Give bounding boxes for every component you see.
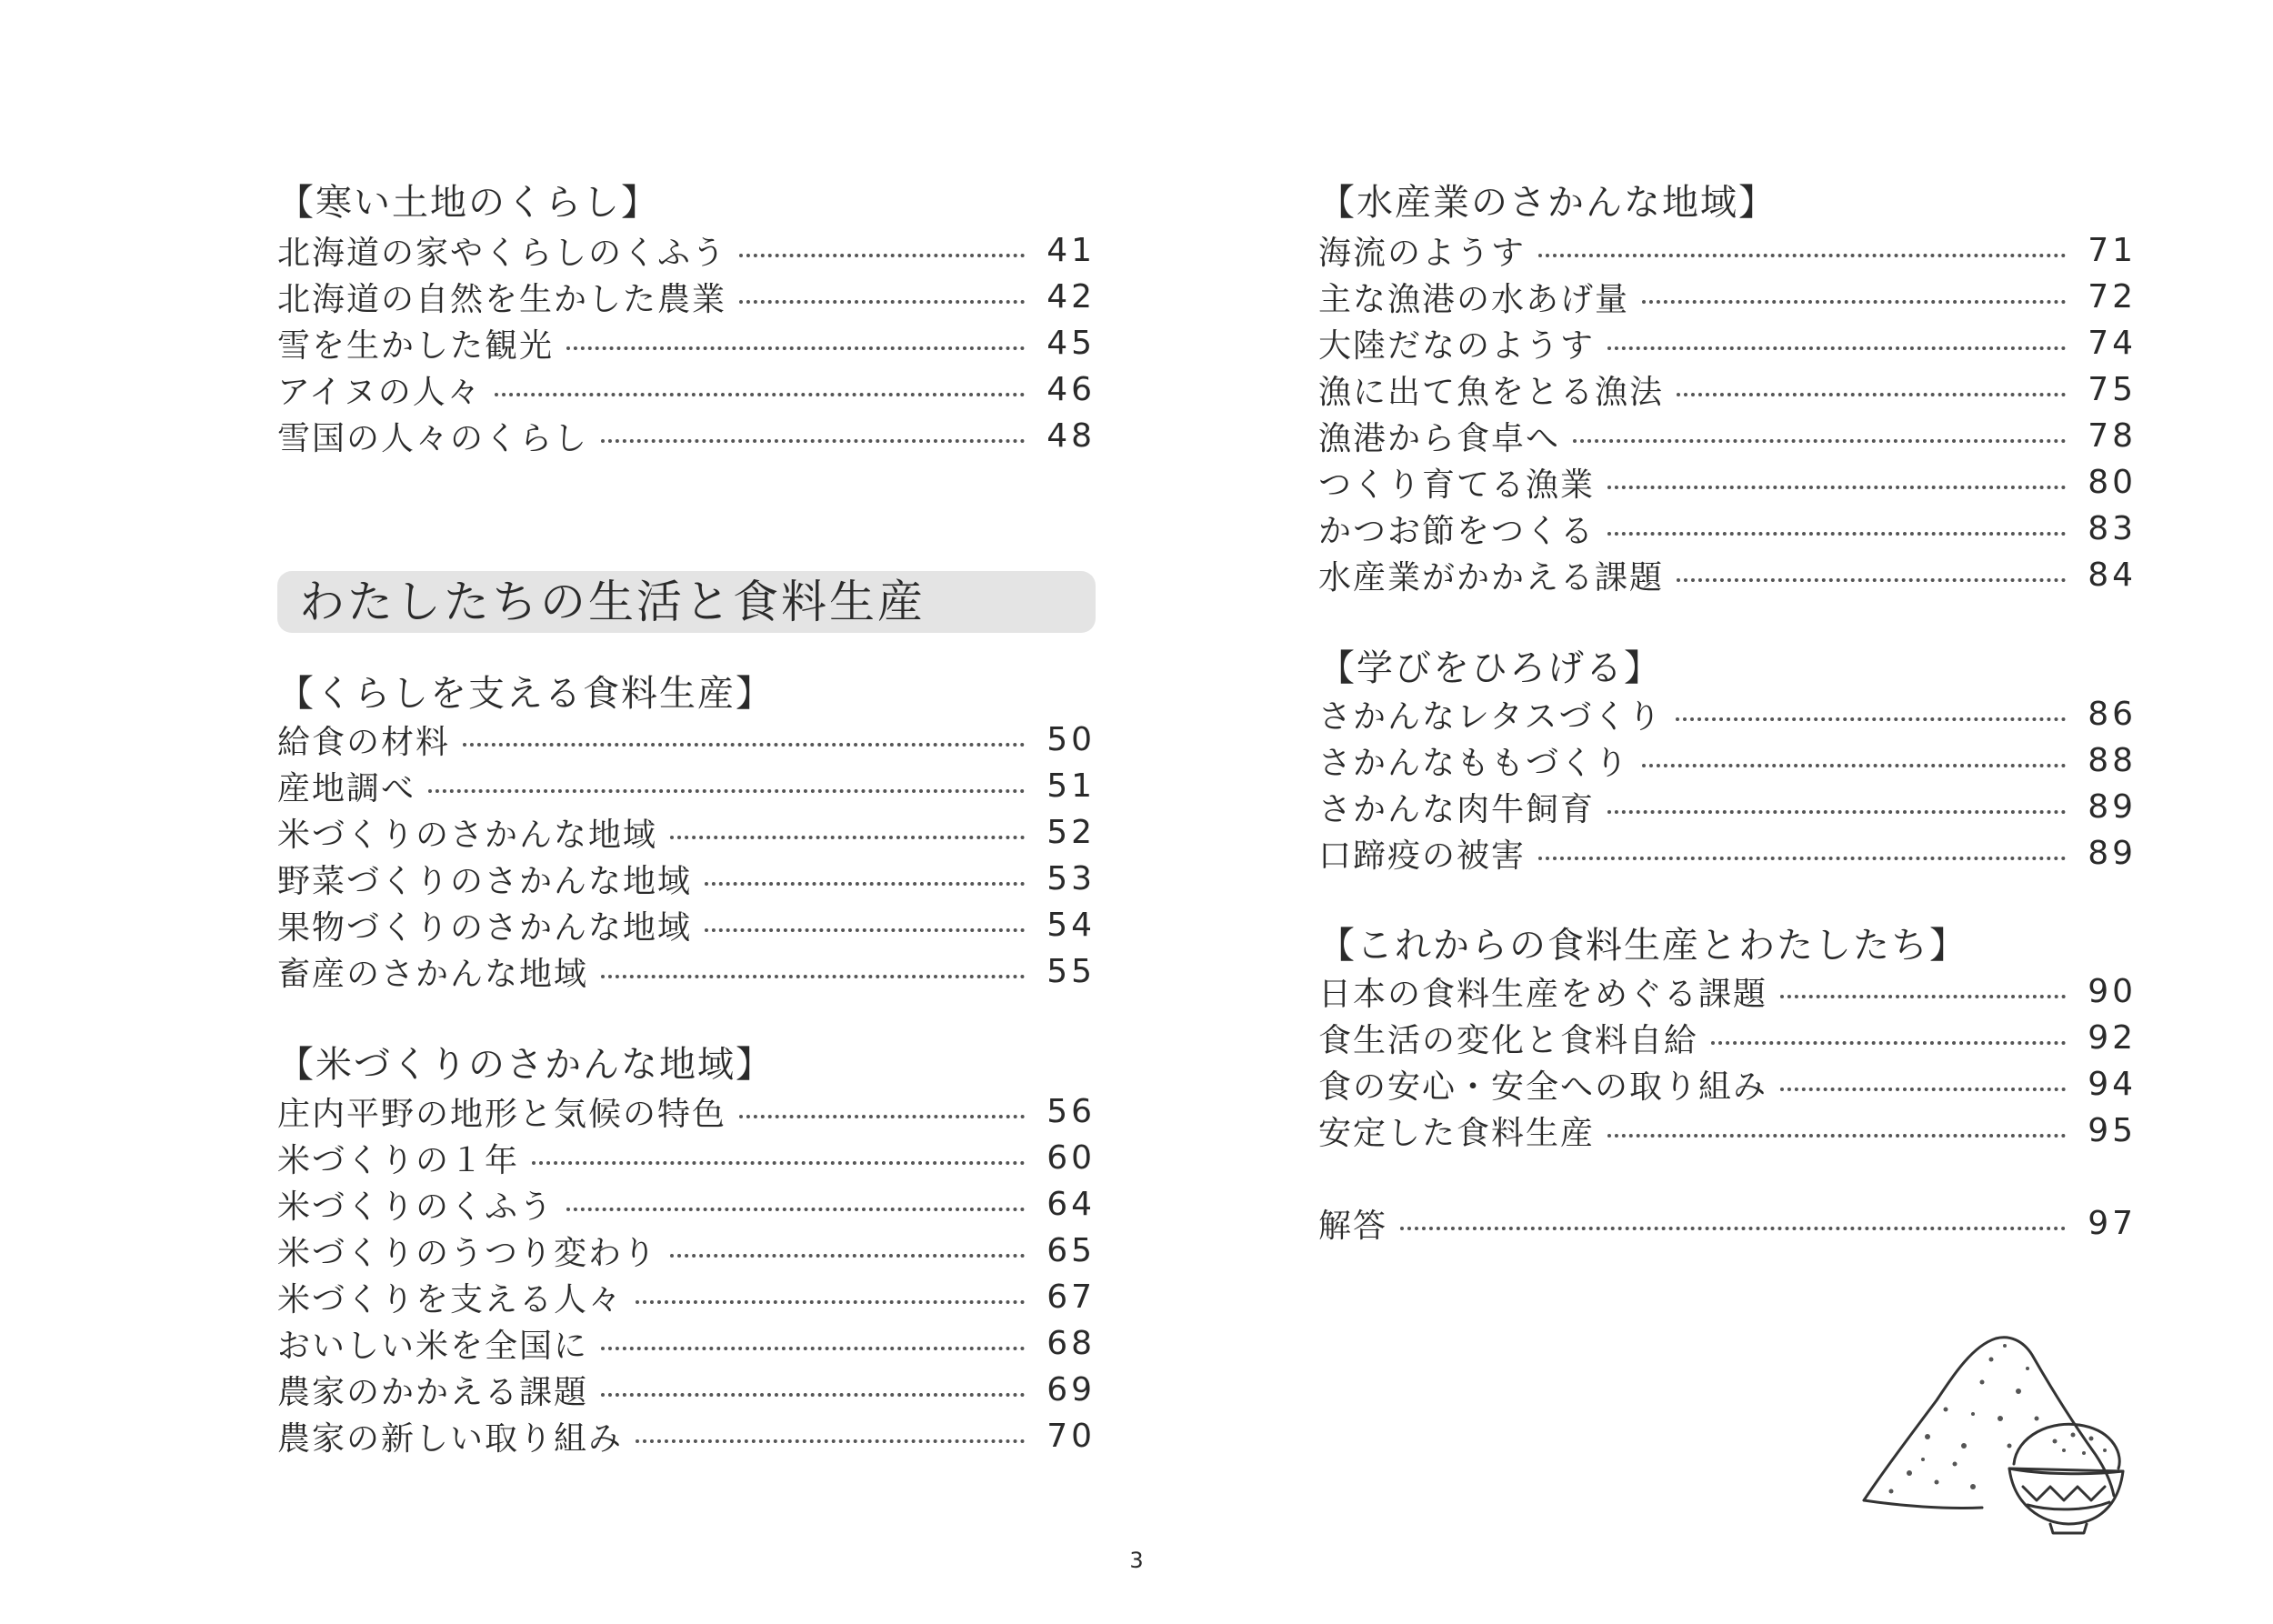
dot-leader [636,1432,1025,1443]
dot-leader [1607,478,2066,489]
page-number: 55 [1046,952,1096,990]
page-number: 94 [2088,1065,2137,1103]
page-number: 41 [1046,231,1096,269]
section-title-rice-region: 【米づくりのさかんな地域】 [277,1044,774,1086]
dot-leader [601,432,1025,443]
page-number: 97 [2088,1204,2137,1242]
dot-leader [1711,1034,2066,1045]
dot-leader [566,1200,1025,1211]
toc-entry[interactable] [1318,968,2137,1014]
section-title-cold-region: 【寒い土地のくらし】 [277,182,659,224]
dot-leader [1607,1127,2066,1138]
toc-entry[interactable] [277,1135,1096,1180]
page-number: 89 [2088,787,2137,826]
entry-label: 米づくりのうつり変わり [277,1234,658,1272]
toc-entry[interactable] [277,1274,1096,1319]
chapter-title: わたしたちの生活と食料生産 [299,576,926,628]
dot-leader [1607,803,2066,814]
dot-leader [1573,432,2066,443]
page-number: 72 [2088,277,2137,316]
toc-entry[interactable] [1318,1015,2137,1060]
dot-leader [532,1154,1025,1165]
page-number: 65 [1046,1231,1096,1269]
entry-label: さかんなももづくり [1318,744,1630,782]
dot-leader [705,875,1025,886]
toc-entry[interactable] [277,413,1096,458]
page-number: 86 [2088,695,2137,733]
page-number: 70 [1046,1417,1096,1455]
toc-entry[interactable] [277,320,1096,366]
toc-entry[interactable] [277,1228,1096,1273]
dot-leader [1780,1080,2066,1091]
entry-label: 米づくりを支える人々 [277,1280,624,1318]
entry-label: 雪国の人々のくらし [277,419,589,457]
entry-label: アイヌの人々 [277,373,482,411]
dot-leader [1642,293,2066,304]
entry-label: 海流のようす [1318,234,1527,272]
entry-label: 主な漁港の水あげ量 [1318,280,1630,318]
section-title-future-food: 【これからの食料生産とわたしたち】 [1318,925,1968,967]
entry-label: 給食の材料 [277,723,451,761]
entry-label: 安定した食料生産 [1318,1114,1596,1152]
entry-label: 北海道の自然を生かした農業 [277,280,727,318]
dot-leader [1607,525,2066,536]
toc-entry[interactable] [1318,1108,2137,1153]
page-number: 50 [1046,720,1096,758]
entry-label: 漁港から食卓へ [1318,419,1561,457]
dot-leader [670,1247,1025,1258]
page-number: 46 [1046,370,1096,408]
section-title-fisheries: 【水産業のさかんな地域】 [1318,182,1777,224]
toc-entry[interactable] [277,1181,1096,1227]
dot-leader [739,1108,1025,1118]
toc-entry[interactable] [1318,506,2137,551]
page-number: 64 [1046,1185,1096,1223]
entry-label: 農家のかかえる課題 [277,1373,589,1411]
dot-leader [566,339,1025,350]
page-number: 53 [1046,859,1096,897]
toc-entry[interactable] [1318,737,2137,783]
page-number: 51 [1046,767,1096,805]
entry-label: 畜産のさかんな地域 [277,955,589,993]
page-number: 80 [2088,463,2137,501]
page-number: 68 [1046,1324,1096,1362]
entry-label: 北海道の家やくらしのくふう [277,234,727,272]
toc-entry[interactable] [1318,413,2137,458]
page-number: 54 [1046,906,1096,944]
dot-leader [1607,339,2066,350]
page-number: 92 [2088,1018,2137,1057]
page-number: 95 [2088,1111,2137,1149]
toc-entry[interactable] [1318,366,2137,412]
entry-label: 食の安心・安全への取り組み [1318,1068,1768,1106]
section-title-food-support: 【くらしを支える食料生産】 [277,673,774,715]
toc-entry[interactable] [277,1367,1096,1412]
toc-entry[interactable] [1318,784,2137,829]
page-number: 52 [1046,813,1096,851]
entry-label: かつお節をつくる [1318,512,1596,550]
page-number: 67 [1046,1278,1096,1316]
entry-label: 日本の食料生産をめぐる課題 [1318,975,1768,1013]
dot-leader [1780,987,2066,998]
toc-entry[interactable] [277,856,1096,901]
entry-label: おいしい米を全国に [277,1327,589,1365]
entry-label: 解答 [1318,1207,1388,1245]
dot-leader [1538,246,2066,257]
dot-leader [739,293,1025,304]
toc-entry[interactable] [277,227,1096,273]
page-number: 71 [2088,231,2137,269]
page-number: 84 [2088,556,2137,594]
dot-leader [495,386,1025,396]
page-number: 69 [1046,1370,1096,1408]
dot-leader [1677,571,2066,582]
toc-entry-answers[interactable] [1318,1200,2137,1246]
page-number: 88 [2088,741,2137,779]
page-number: 48 [1046,416,1096,455]
entry-label: 農家の新しい取り組み [277,1419,624,1458]
page-number: 78 [2088,416,2137,455]
entry-label: 漁に出て魚をとる漁法 [1318,373,1665,411]
chapter-heading-band [277,571,1096,633]
entry-label: さかんな肉牛飼育 [1318,790,1596,828]
toc-entry[interactable] [1318,1061,2137,1107]
page-number: 56 [1046,1092,1096,1130]
entry-label: 大陸だなのようす [1318,326,1596,365]
entry-label: 食生活の変化と食料自給 [1318,1021,1699,1059]
dot-leader [1400,1219,2066,1230]
dot-leader [428,782,1025,793]
entry-label: 口蹄疫の被害 [1318,837,1527,875]
toc-entry[interactable] [277,902,1096,947]
toc-entry[interactable] [277,366,1096,412]
dot-leader [670,828,1025,839]
toc-entry[interactable] [277,948,1096,994]
dot-leader [636,1293,1025,1304]
page-number: 42 [1046,277,1096,316]
entry-label: 果物づくりのさかんな地域 [277,908,693,947]
entry-label: 米づくりのくふう [277,1188,555,1226]
toc-entry[interactable] [277,717,1096,762]
entry-label: 米づくりの１年 [277,1141,520,1179]
toc-entry[interactable] [277,763,1096,808]
entry-label: つくり育てる漁業 [1318,466,1596,504]
page-number: 75 [2088,370,2137,408]
dot-leader [705,921,1025,932]
page-number: 74 [2088,324,2137,362]
entry-label: 野菜づくりのさかんな地域 [277,862,693,900]
entry-label: 雪を生かした観光 [277,326,555,365]
page-number: 45 [1046,324,1096,362]
toc-entry[interactable] [1318,274,2137,319]
toc-entry[interactable] [1318,459,2137,505]
entry-label: 米づくりのさかんな地域 [277,816,658,854]
entry-label: 水産業がかかえる課題 [1318,558,1665,596]
page-number: 83 [2088,509,2137,547]
entry-label: 庄内平野の地形と気候の特色 [277,1095,727,1133]
toc-entry[interactable] [1318,830,2137,876]
toc-entry[interactable] [1318,691,2137,737]
page-number: 60 [1046,1138,1096,1177]
toc-entry[interactable] [1318,320,2137,366]
toc-entry[interactable] [1318,552,2137,597]
dot-leader [601,1386,1025,1397]
toc-entry[interactable] [277,1413,1096,1459]
rice-pile-and-bowl-icon [1846,1318,2137,1537]
dot-leader [739,246,1025,257]
page-number: 90 [2088,972,2137,1010]
toc-entry[interactable] [1318,227,2137,273]
entry-label: 産地調べ [277,769,416,807]
page-folio-number: 3 [1129,1548,1144,1573]
dot-leader [1538,849,2066,860]
toc-entry[interactable] [277,1088,1096,1134]
dot-leader [601,1339,1025,1350]
toc-entry[interactable] [277,809,1096,855]
section-title-expand-learning: 【学びをひろげる】 [1318,647,1662,689]
dot-leader [1676,710,2066,721]
toc-entry[interactable] [277,274,1096,319]
dot-leader [1642,757,2066,767]
dot-leader [1677,386,2066,396]
dot-leader [601,967,1025,978]
entry-label: さかんなレタスづくり [1318,697,1663,736]
toc-entry[interactable] [277,1320,1096,1366]
dot-leader [463,736,1025,747]
page-number: 89 [2088,834,2137,872]
